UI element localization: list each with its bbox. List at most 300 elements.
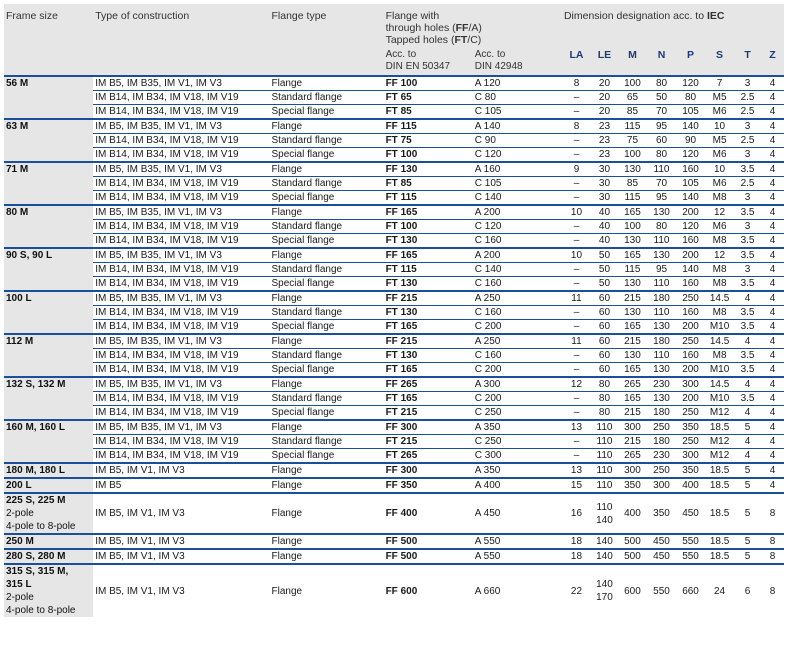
dim-la-value: – — [573, 350, 580, 361]
table-row — [4, 105, 784, 120]
dim-m-value: 350 — [624, 480, 641, 491]
dim-z-value: 4 — [769, 278, 776, 289]
dim-la-cell — [562, 177, 591, 191]
flange-en-cell: FF 600 — [384, 564, 473, 617]
flange-din-cell: C 105 — [473, 105, 562, 120]
dim-s-cell — [705, 105, 734, 120]
dim-la-cell — [562, 406, 591, 421]
dim-p-cell — [676, 377, 705, 392]
dim-s-value: 18.5 — [709, 536, 730, 547]
dim-m-value: 85 — [626, 106, 639, 117]
dim-p-value: 105 — [682, 178, 699, 189]
dim-z-cell — [761, 534, 784, 549]
dim-p-cell — [676, 162, 705, 177]
dim-s-cell — [705, 205, 734, 220]
flange-type-cell: Standard flange — [270, 220, 384, 234]
dim-p-value: 660 — [682, 585, 699, 597]
flange-type-cell: Standard flange — [270, 306, 384, 320]
construction-cell: IM B14, IM B34, IM V18, IM V19 — [93, 406, 269, 421]
dim-s-value: 18.5 — [709, 508, 730, 519]
dim-le-cell — [591, 478, 618, 493]
header-acc-en — [384, 46, 473, 76]
dim-la-cell — [562, 392, 591, 406]
dim-m-value: 215 — [624, 336, 641, 347]
table-row — [4, 334, 784, 349]
dim-p-value: 140 — [682, 121, 699, 132]
dim-le-cell — [591, 134, 618, 148]
flange-din-cell: A 300 — [473, 377, 562, 392]
dim-t-cell — [734, 91, 761, 105]
dim-la-value: – — [573, 407, 580, 418]
dim-p-cell — [676, 177, 705, 191]
dim-le-cell — [591, 320, 618, 335]
dim-z-cell — [761, 377, 784, 392]
dim-m-value: 165 — [624, 393, 641, 404]
dim-le-value: 60 — [598, 293, 611, 304]
frame-size-cell — [4, 162, 93, 205]
dim-m-cell — [618, 134, 647, 148]
dim-m-value: 265 — [624, 379, 641, 390]
dim-t-cell — [734, 534, 761, 549]
table-row — [4, 463, 784, 478]
table-row — [4, 406, 784, 421]
frame-size-label: 250 M — [6, 536, 34, 547]
dim-le-cell — [591, 449, 618, 464]
table-row — [4, 349, 784, 363]
dim-p-cell — [676, 406, 705, 421]
header-acc-din-l1: Acc. to — [474, 49, 506, 60]
dim-t-cell — [734, 478, 761, 493]
flange-en-cell: FT 85 — [384, 105, 473, 120]
flange-dimension-table — [4, 4, 784, 617]
flange-en-cell: FF 300 — [384, 463, 473, 478]
construction-cell: IM B5, IM B35, IM V1, IM V3 — [93, 377, 269, 392]
dim-n-cell — [647, 564, 676, 617]
flange-type-cell: Flange — [270, 334, 384, 349]
dim-la-cell — [562, 91, 591, 105]
dim-p-value: 160 — [682, 278, 699, 289]
dim-le-cell — [591, 420, 618, 435]
dim-m-value: 165 — [624, 250, 641, 261]
dim-n-cell — [647, 220, 676, 234]
frame-size-cell — [4, 377, 93, 420]
dim-n-cell — [647, 320, 676, 335]
dim-z-cell — [761, 334, 784, 349]
frame-size-label: 71 M — [6, 164, 29, 175]
header-flange-with-l2-pre: through holes ( — [385, 22, 456, 34]
frame-size-label: 100 L — [6, 293, 32, 304]
dim-t-cell — [734, 148, 761, 163]
construction-cell: IM B14, IM B34, IM V18, IM V19 — [93, 220, 269, 234]
dim-la-cell — [562, 420, 591, 435]
dim-le-cell — [591, 406, 618, 421]
flange-en-cell: FT 130 — [384, 306, 473, 320]
dim-le-value: 80 — [598, 393, 611, 404]
dim-p-cell — [676, 392, 705, 406]
dim-s-value: 7 — [716, 78, 723, 89]
dim-n-cell — [647, 234, 676, 249]
dim-p-value: 250 — [682, 293, 699, 304]
flange-din-cell: A 450 — [473, 493, 562, 534]
dim-n-value: 95 — [655, 264, 668, 275]
dim-z-value: 4 — [769, 450, 776, 461]
dim-le-value: 60 — [598, 350, 611, 361]
dim-t-value: 2.5 — [740, 92, 755, 103]
dim-n-cell — [647, 91, 676, 105]
table-row — [4, 534, 784, 549]
dim-n-cell — [647, 134, 676, 148]
flange-type-cell: Flange — [270, 534, 384, 549]
header-flange-with-l1: Flange with — [385, 10, 440, 22]
dim-le-value: 110 — [596, 501, 613, 513]
dim-p-value: 300 — [682, 379, 699, 390]
dim-s-cell — [705, 463, 734, 478]
flange-din-cell: A 200 — [473, 248, 562, 263]
dim-s-cell — [705, 134, 734, 148]
dim-la-cell — [562, 277, 591, 292]
dim-t-value: 3.5 — [740, 250, 755, 261]
header-dim-z: Z — [761, 46, 784, 76]
dim-z-value: 4 — [769, 207, 776, 218]
dim-n-value: 230 — [653, 450, 670, 461]
dim-s-value: M6 — [712, 106, 727, 117]
flange-type-cell: Flange — [270, 291, 384, 306]
dim-le-value: 110 — [596, 480, 613, 491]
frame-size-cell — [4, 420, 93, 463]
dim-z-value: 4 — [769, 293, 776, 304]
dim-s-value: 10 — [714, 164, 726, 175]
frame-size-cell — [4, 248, 93, 291]
table-row — [4, 134, 784, 148]
dim-t-cell — [734, 105, 761, 120]
dim-n-cell — [647, 334, 676, 349]
construction-cell: IM B5, IM V1, IM V3 — [93, 463, 269, 478]
dim-n-cell — [647, 291, 676, 306]
table-row — [4, 392, 784, 406]
table-row — [4, 449, 784, 464]
flange-type-cell: Standard flange — [270, 177, 384, 191]
dim-s-value: M10 — [709, 393, 730, 404]
table-row — [4, 549, 784, 564]
flange-type-cell: Special flange — [270, 449, 384, 464]
flange-en-cell: FF 215 — [384, 291, 473, 306]
dim-s-value: 18.5 — [709, 480, 730, 491]
flange-en-cell: FF 215 — [384, 334, 473, 349]
dim-m-cell — [618, 205, 647, 220]
dim-p-value: 160 — [682, 164, 699, 175]
dim-la-value: – — [573, 149, 580, 160]
frame-size-label: 56 M — [6, 78, 29, 89]
dim-t-value: 3.5 — [740, 307, 755, 318]
table-row — [4, 119, 784, 134]
construction-cell: IM B5, IM B35, IM V1, IM V3 — [93, 76, 269, 91]
dim-m-cell — [618, 320, 647, 335]
dim-z-cell — [761, 320, 784, 335]
dim-m-cell — [618, 449, 647, 464]
dim-t-value: 5 — [744, 480, 751, 491]
dim-la-value: 10 — [570, 250, 583, 261]
dim-t-cell — [734, 119, 761, 134]
header-flange-with-l3-bold: FT — [454, 34, 468, 46]
table-row — [4, 493, 784, 534]
flange-en-cell: FF 165 — [384, 205, 473, 220]
dim-le-value: 30 — [598, 192, 611, 203]
flange-en-cell: FT 130 — [384, 234, 473, 249]
dim-le-alt-value: 170 — [596, 592, 613, 603]
construction-cell: IM B5 — [93, 478, 269, 493]
flange-din-cell: C 200 — [473, 363, 562, 378]
dim-la-cell — [562, 320, 591, 335]
dim-n-cell — [647, 162, 676, 177]
frame-size-cell — [4, 119, 93, 162]
frame-size-label: 112 M — [6, 336, 34, 347]
dim-z-value: 4 — [769, 307, 776, 318]
dim-m-value: 100 — [624, 221, 641, 232]
flange-dimension-table-container — [4, 4, 784, 617]
dim-z-value: 4 — [769, 250, 776, 261]
dim-n-cell — [647, 105, 676, 120]
dim-p-value: 140 — [682, 264, 699, 275]
dim-m-cell — [618, 363, 647, 378]
flange-en-cell: FT 130 — [384, 349, 473, 363]
dim-z-value: 4 — [769, 235, 776, 246]
flange-en-cell: FT 215 — [384, 435, 473, 449]
dim-n-cell — [647, 420, 676, 435]
dim-p-value: 200 — [682, 207, 699, 218]
dim-la-cell — [562, 493, 591, 534]
flange-type-cell: Flange — [270, 377, 384, 392]
dim-m-cell — [618, 234, 647, 249]
dim-n-value: 50 — [655, 92, 668, 103]
dim-t-cell — [734, 306, 761, 320]
dim-s-value: 14.5 — [709, 336, 730, 347]
dim-p-value: 200 — [682, 250, 699, 261]
dim-p-value: 160 — [682, 307, 699, 318]
header-dim-designation — [562, 4, 784, 46]
dim-la-value: – — [573, 92, 580, 103]
dim-t-value: 3.5 — [740, 207, 755, 218]
dim-n-value: 130 — [653, 393, 670, 404]
dim-le-cell — [591, 392, 618, 406]
dim-p-value: 200 — [682, 364, 699, 375]
dim-la-cell — [562, 435, 591, 449]
dim-le-value: 20 — [598, 78, 611, 89]
flange-en-cell: FT 115 — [384, 263, 473, 277]
dim-t-value: 5 — [744, 551, 751, 562]
dim-t-cell — [734, 76, 761, 91]
dim-la-value: 16 — [570, 508, 583, 519]
dim-m-value: 115 — [624, 264, 641, 275]
dim-n-value: 180 — [653, 293, 670, 304]
flange-din-cell: C 250 — [473, 435, 562, 449]
dim-t-cell — [734, 162, 761, 177]
flange-en-cell: FT 115 — [384, 191, 473, 206]
dim-s-value: 18.5 — [709, 551, 730, 562]
dim-m-cell — [618, 119, 647, 134]
dim-z-value: 8 — [769, 508, 776, 519]
dim-la-cell — [562, 349, 591, 363]
dim-la-value: 11 — [571, 293, 582, 304]
dim-s-cell — [705, 420, 734, 435]
dim-t-cell — [734, 220, 761, 234]
dim-s-value: M8 — [712, 235, 727, 246]
flange-din-cell: C 140 — [473, 263, 562, 277]
dim-le-cell — [591, 220, 618, 234]
dim-m-cell — [618, 76, 647, 91]
table-row — [4, 205, 784, 220]
table-row — [4, 363, 784, 378]
dim-z-value: 4 — [769, 106, 776, 117]
construction-cell: IM B5, IM V1, IM V3 — [93, 564, 269, 617]
dim-la-cell — [562, 564, 591, 617]
dim-s-cell — [705, 263, 734, 277]
dim-t-value: 6 — [744, 585, 751, 597]
flange-din-cell: A 250 — [473, 291, 562, 306]
dim-le-value: 80 — [598, 379, 611, 390]
dim-z-cell — [761, 234, 784, 249]
dim-s-cell — [705, 248, 734, 263]
dim-t-value: 3.5 — [740, 321, 755, 332]
header-flange-with-l3-post: /C) — [467, 34, 482, 46]
flange-din-cell: A 400 — [473, 478, 562, 493]
dim-le-cell — [591, 76, 618, 91]
table-row — [4, 435, 784, 449]
dim-la-value: 13 — [570, 465, 583, 476]
dim-la-value: – — [573, 235, 580, 246]
dim-s-cell — [705, 220, 734, 234]
header-acc-din — [473, 46, 562, 76]
dim-le-value: 23 — [598, 135, 611, 146]
header-dim-s: S — [705, 46, 734, 76]
dim-n-cell — [647, 248, 676, 263]
dim-le-value: 30 — [598, 178, 611, 189]
header-acc-en-l2: DIN EN 50347 — [385, 61, 451, 72]
flange-din-cell: A 550 — [473, 534, 562, 549]
header-flange-type: Flange type — [270, 4, 384, 76]
dim-la-value: – — [573, 393, 580, 404]
dim-p-value: 90 — [684, 135, 697, 146]
dim-la-value: – — [573, 364, 580, 375]
dim-n-value: 80 — [655, 149, 668, 160]
dim-s-value: M8 — [712, 350, 727, 361]
table-row — [4, 76, 784, 91]
dim-z-cell — [761, 148, 784, 163]
dim-le-cell — [591, 91, 618, 105]
frame-size-label: 200 L — [6, 480, 32, 491]
dim-le-cell — [591, 148, 618, 163]
frame-size-cell — [4, 478, 93, 493]
table-row — [4, 263, 784, 277]
header-frame-size: Frame size — [4, 4, 93, 76]
dim-t-cell — [734, 205, 761, 220]
frame-size-label: 280 S, 280 M — [6, 551, 66, 562]
flange-en-cell: FT 100 — [384, 220, 473, 234]
dim-m-cell — [618, 534, 647, 549]
dim-le-value: 110 — [596, 450, 613, 461]
dim-p-cell — [676, 91, 705, 105]
dim-s-value: M6 — [712, 178, 727, 189]
dim-m-cell — [618, 564, 647, 617]
table-row — [4, 148, 784, 163]
dim-t-value: 2.5 — [740, 178, 755, 189]
dim-m-cell — [618, 177, 647, 191]
dim-la-cell — [562, 234, 591, 249]
dim-t-value: 4 — [744, 407, 751, 418]
dim-la-cell — [562, 263, 591, 277]
dim-p-cell — [676, 334, 705, 349]
dim-m-value: 65 — [626, 92, 639, 103]
dim-le-cell — [591, 564, 618, 617]
table-row — [4, 420, 784, 435]
dim-le-value: 50 — [598, 278, 611, 289]
dim-t-cell — [734, 191, 761, 206]
flange-type-cell: Special flange — [270, 277, 384, 292]
dim-z-cell — [761, 463, 784, 478]
dim-p-cell — [676, 76, 705, 91]
dim-z-cell — [761, 277, 784, 292]
dim-le-cell — [591, 349, 618, 363]
dim-p-value: 120 — [682, 149, 699, 160]
flange-en-cell: FT 215 — [384, 406, 473, 421]
dim-la-cell — [562, 205, 591, 220]
dim-m-cell — [618, 191, 647, 206]
construction-cell: IM B5, IM B35, IM V1, IM V3 — [93, 162, 269, 177]
dim-s-cell — [705, 493, 734, 534]
dim-la-cell — [562, 148, 591, 163]
header-dim-t: T — [734, 46, 761, 76]
dim-t-cell — [734, 248, 761, 263]
dim-z-value: 4 — [769, 407, 776, 418]
dim-p-value: 160 — [682, 235, 699, 246]
dim-la-cell — [562, 220, 591, 234]
dim-le-alt-value: 140 — [596, 514, 613, 526]
flange-type-cell: Standard flange — [270, 91, 384, 105]
header-flange-with-l3 — [386, 34, 560, 46]
dim-m-cell — [618, 277, 647, 292]
dim-z-cell — [761, 449, 784, 464]
dim-n-value: 70 — [655, 106, 668, 117]
dim-le-cell — [591, 377, 618, 392]
flange-type-cell: Flange — [270, 420, 384, 435]
dim-p-cell — [676, 248, 705, 263]
dim-p-cell — [676, 534, 705, 549]
dim-z-value: 4 — [769, 192, 776, 203]
dim-p-cell — [676, 234, 705, 249]
frame-size-cell — [4, 334, 93, 377]
dim-z-value: 4 — [769, 379, 776, 390]
dim-s-cell — [705, 363, 734, 378]
dim-t-cell — [734, 134, 761, 148]
dim-p-value: 200 — [682, 321, 699, 332]
frame-size-label: 225 S, 225 M — [6, 495, 66, 506]
dim-t-value: 4 — [744, 379, 751, 390]
dim-n-value: 110 — [653, 235, 670, 246]
dim-t-cell — [734, 263, 761, 277]
dim-le-value: 60 — [598, 336, 611, 347]
dim-m-value: 130 — [624, 278, 641, 289]
dim-la-cell — [562, 534, 591, 549]
dim-n-cell — [647, 534, 676, 549]
frame-size-label: 160 M, 160 L — [6, 422, 65, 433]
construction-cell: IM B14, IM B34, IM V18, IM V19 — [93, 435, 269, 449]
construction-cell: IM B5, IM V1, IM V3 — [93, 549, 269, 564]
dim-m-value: 400 — [624, 508, 641, 519]
header-dim-p: P — [676, 46, 705, 76]
frame-size-sublabel: 2-pole — [6, 508, 34, 519]
dim-s-cell — [705, 148, 734, 163]
dim-t-cell — [734, 177, 761, 191]
dim-n-value: 130 — [653, 207, 670, 218]
